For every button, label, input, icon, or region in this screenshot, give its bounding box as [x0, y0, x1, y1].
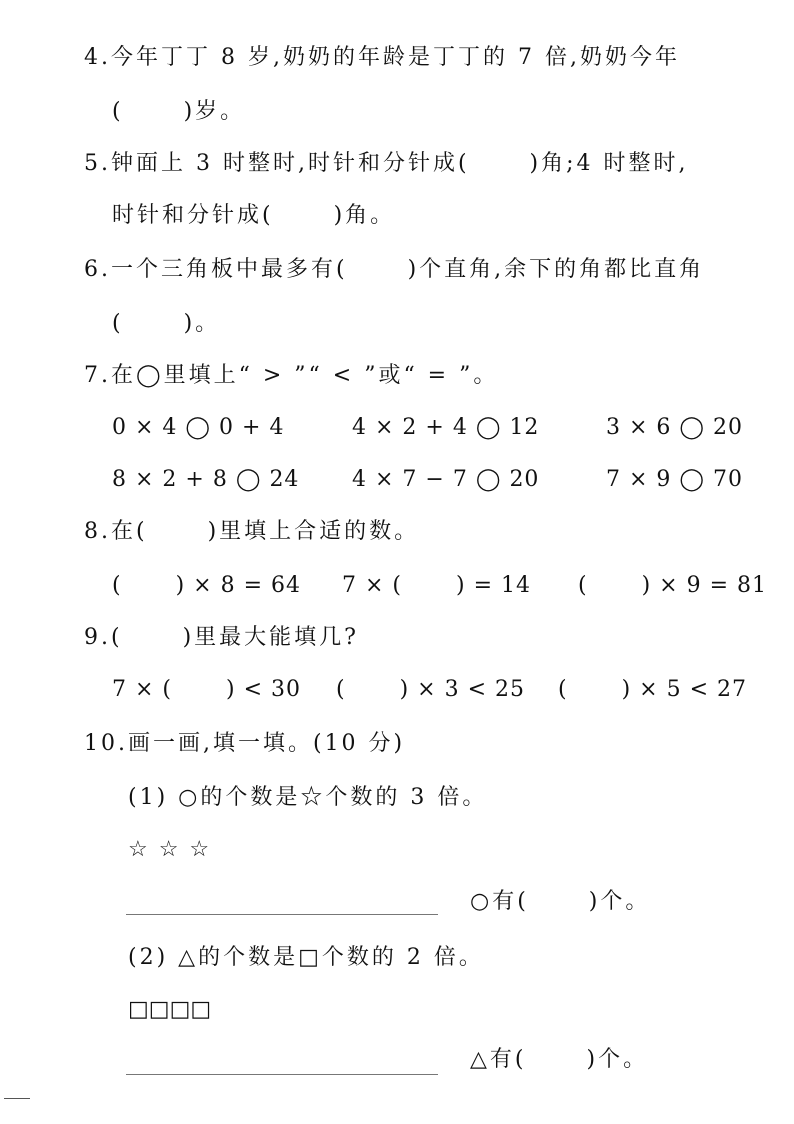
q7-item: 4 × 2 + 4 ◯ 12 [352, 415, 540, 440]
q8-title: 8.在( )里填上合适的数。 [84, 519, 420, 544]
q6-line2: ( )。 [112, 311, 221, 336]
page-corner-mark [4, 1098, 30, 1099]
q10-part1-answer: ○有( )个。 [470, 889, 651, 914]
q10-title: 10.画一画,填一填。(10 分) [84, 731, 406, 756]
q9-item: 7 × ( ) < 30 [112, 677, 301, 702]
drawing-line[interactable] [126, 1074, 438, 1075]
drawing-line[interactable] [126, 914, 438, 915]
q5-line2: 时针和分针成( )角。 [112, 203, 396, 228]
q6-line1: 6.一个三角板中最多有( )个直角,余下的角都比直角 [84, 257, 705, 282]
q7-item: 4 × 7 − 7 ◯ 20 [352, 467, 540, 492]
star-shapes: ☆ ☆ ☆ [128, 837, 212, 862]
q4-line1: 4.今年丁丁 8 岁,奶奶的年龄是丁丁的 7 倍,奶奶今年 [84, 45, 680, 70]
q5-line1: 5.钟面上 3 时整时,时针和分针成( )角;4 时整时, [84, 151, 689, 176]
q7-item: 7 × 9 ◯ 70 [606, 467, 744, 492]
q10-part2-answer: △有( )个。 [470, 1047, 649, 1072]
q7-item: 3 × 6 ◯ 20 [606, 415, 744, 440]
q9-item: ( ) × 3 < 25 [336, 677, 525, 702]
q7-item: 8 × 2 + 8 ◯ 24 [112, 467, 300, 492]
q7-title: 7.在◯里填上“ > ”“ < ”或“ = ”。 [84, 363, 499, 388]
q8-item: 7 × ( ) = 14 [342, 573, 531, 598]
square-shapes: □□□□ [128, 997, 212, 1022]
q10-part1-prompt: (1) ○的个数是☆个数的 3 倍。 [128, 785, 488, 810]
q9-title: 9.( )里最大能填几? [84, 625, 359, 650]
q4-line2: ( )岁。 [112, 99, 246, 124]
q8-item: ( ) × 8 = 64 [112, 573, 301, 598]
q7-item: 0 × 4 ◯ 0 + 4 [112, 415, 285, 440]
q8-item: ( ) × 9 = 81 [578, 573, 767, 598]
q9-item: ( ) × 5 < 27 [558, 677, 747, 702]
q10-part2-prompt: (2) △的个数是□个数的 2 倍。 [128, 945, 484, 970]
